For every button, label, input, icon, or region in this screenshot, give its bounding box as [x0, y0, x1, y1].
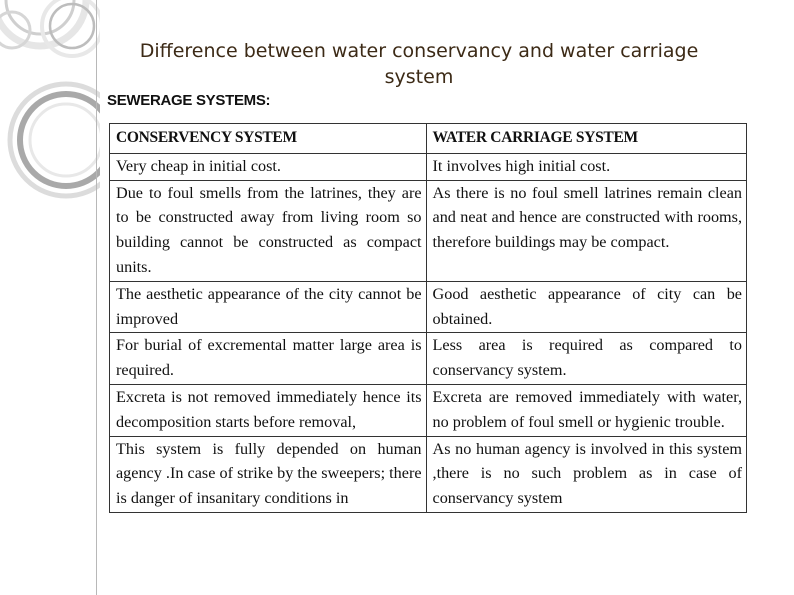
table-row [110, 333, 747, 385]
water-carriage-cell: As no human agency is involved in this system ,there is no such problem as in case of conservancy system [426, 436, 746, 512]
water-carriage-cell: It involves high initial cost. [426, 153, 746, 180]
decorative-rings-graphic [0, 0, 100, 595]
water-carriage-cell: Less area is required as compared to conservancy system. [426, 333, 746, 385]
table-row [110, 436, 747, 512]
table-row [110, 153, 747, 180]
conservancy-cell: Due to foul smells from the latrines, they are to be constructed away from living room so building cannot be constructed as compact units. [110, 180, 427, 281]
table-row [110, 384, 747, 436]
conservancy-cell: The aesthetic appearance of the city cannot be improved [110, 281, 427, 333]
conservancy-cell: Very cheap in initial cost. [110, 153, 427, 180]
water-carriage-cell: Excreta are removed immediately with water, no problem of foul smell or hygienic trouble. [426, 384, 746, 436]
conservancy-cell: This system is fully depended on human agency .In case of strike by the sweepers; there is danger of insanitary conditions in [110, 436, 427, 512]
vertical-divider [96, 0, 97, 595]
header-conservancy-system: CONSERVENCY SYSTEM [110, 124, 427, 154]
water-carriage-cell: Good aesthetic appearance of city can be obtained. [426, 281, 746, 333]
comparison-table [109, 123, 747, 513]
section-heading: SEWERAGE SYSTEMS: [107, 92, 271, 109]
ring-large [10, 84, 100, 196]
conservancy-cell: Excreta is not removed immediately hence its decomposition starts before removal, [110, 384, 427, 436]
table-header-row [110, 124, 747, 154]
table-row [110, 180, 747, 281]
water-carriage-cell: As there is no foul smell latrines remain clean and neat and hence are constructed with rooms, therefore buildings may be compact. [426, 180, 746, 281]
conservancy-cell: For burial of excremental matter large area is required. [110, 333, 427, 385]
header-water-carriage-system: WATER CARRIAGE SYSTEM [426, 124, 746, 154]
table-row [110, 281, 747, 333]
slide-title: Difference between water conservancy and water carriage system [139, 40, 699, 88]
ring-upper [42, 0, 100, 56]
